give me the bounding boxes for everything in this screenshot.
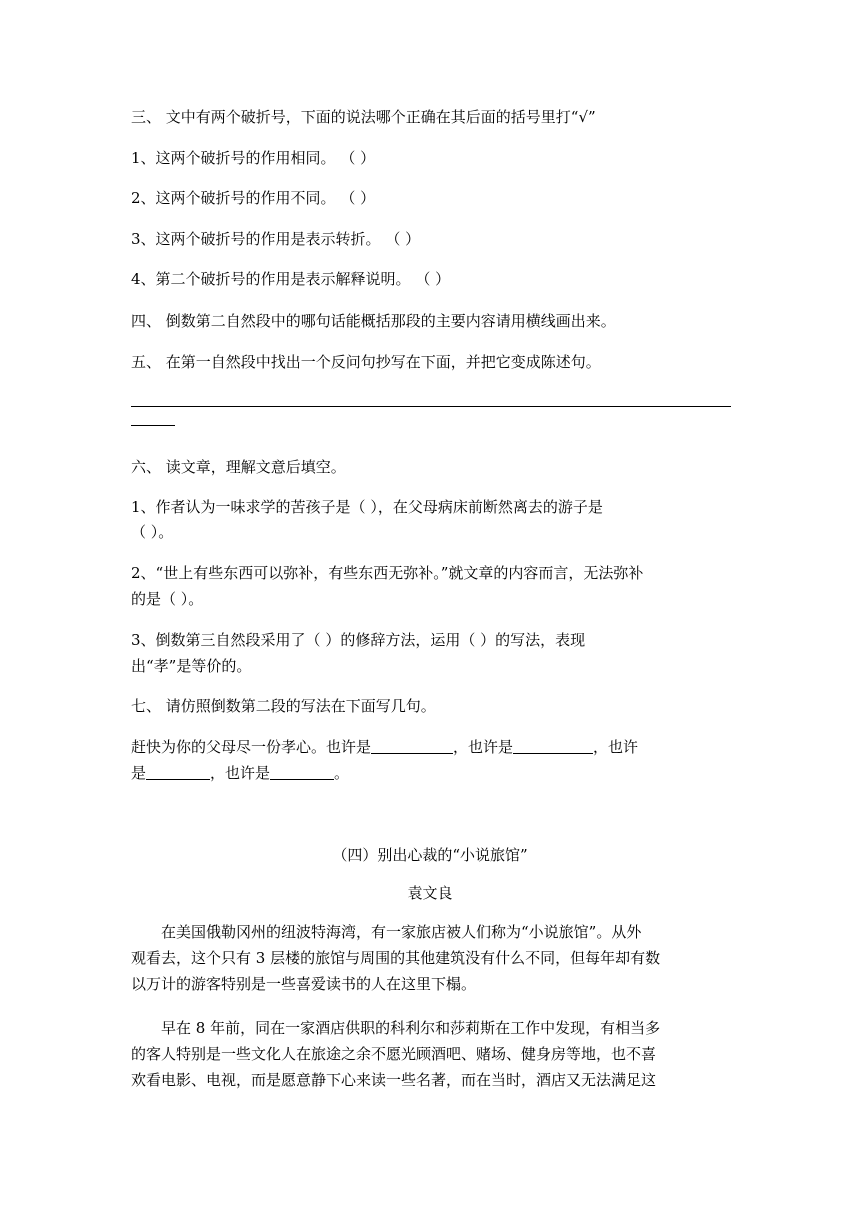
story-author: 袁文良 [407, 884, 453, 902]
story-p2-line2: 的客人特别是一些文化人在旅途之余不愿光顾酒吧、赌场、健身房等地，也不喜 [131, 1045, 657, 1063]
section7-line1-part-b: ，也许是 [453, 738, 514, 756]
section7-line2-part-a: 是 [131, 764, 147, 782]
fill-blank [371, 739, 453, 754]
section3-heading: 三、 文中有两个破折号，下面的说法哪个正确在其后面的括号里打“√” [131, 108, 596, 126]
section7-heading: 七、 请仿照倒数第二段的写法在下面写几句。 [131, 697, 436, 715]
section4-heading: 四、 倒数第二自然段中的哪句话能概括那段的主要内容请用横线画出来。 [131, 312, 616, 330]
section7-line2-part-b: ，也许是 [210, 764, 271, 782]
section3-item-1: 1、这两个破折号的作用相同。 （ ） [131, 149, 376, 167]
section5-heading: 五、 在第一自然段中找出一个反问句抄写在下面，并把它变成陈述句。 [131, 353, 601, 371]
section6-q2-line1: 2、“世上有些东西可以弥补，有些东西无弥补。”就文章的内容而言，无法弥补 [131, 564, 644, 582]
section3-item-2: 2、这两个破折号的作用不同。 （ ） [131, 189, 376, 207]
story-p1-line3: 以万计的游客特别是一些喜爱读书的人在这里下榻。 [131, 975, 477, 993]
section7-line1-part-a: 赶快为你的父母尽一份孝心。也许是 [131, 738, 372, 756]
fill-blank [146, 765, 210, 780]
fill-blank [513, 739, 593, 754]
section7-line2-part-c: 。 [334, 764, 350, 782]
section6-q2-line2: 的是（ ）。 [131, 590, 204, 608]
section6-heading: 六、 读文章，理解文意后填空。 [131, 458, 346, 476]
section3-item-3: 3、这两个破折号的作用是表示转折。 （ ） [131, 230, 421, 248]
story-p2-line3: 欢看电影、电视，而是愿意静下心来读一些名著，而在当时，酒店又无法满足这 [131, 1071, 657, 1089]
answer-line-short [131, 425, 175, 426]
story-p1-line1: 在美国俄勒冈州的纽波特海湾，有一家旅店被人们称为“小说旅馆”。从外 [161, 923, 642, 941]
fill-blank [270, 765, 334, 780]
section7-line1-part-c: ，也许 [593, 738, 639, 756]
section6-q3-line2: 出“孝”是等价的。 [131, 657, 252, 675]
section6-q1-line1: 1、作者认为一味求学的苦孩子是（ ），在父母病床前断然离去的游子是 [131, 498, 603, 516]
section7-line2 [131, 763, 349, 783]
story-p1-line2: 观看去，这个只有 3 层楼的旅馆与周围的其他建筑没有什么不同，但每年却有数 [131, 949, 661, 967]
section6-q3-line1: 3、倒数第三自然段采用了（ ）的修辞方法，运用（ ）的写法，表现 [131, 631, 586, 649]
story-title: （四）别出心裁的“小说旅馆” [332, 846, 528, 864]
section6-q1-line2: （ ）。 [131, 523, 174, 541]
story-p2-line1: 早在 8 年前，同在一家酒店供职的科利尔和莎莉斯在工作中发现，有相当多 [161, 1019, 661, 1037]
section3-item-4: 4、第二个破折号的作用是表示解释说明。 （ ） [131, 270, 451, 288]
section7-line1 [131, 737, 638, 757]
answer-line [131, 406, 731, 407]
